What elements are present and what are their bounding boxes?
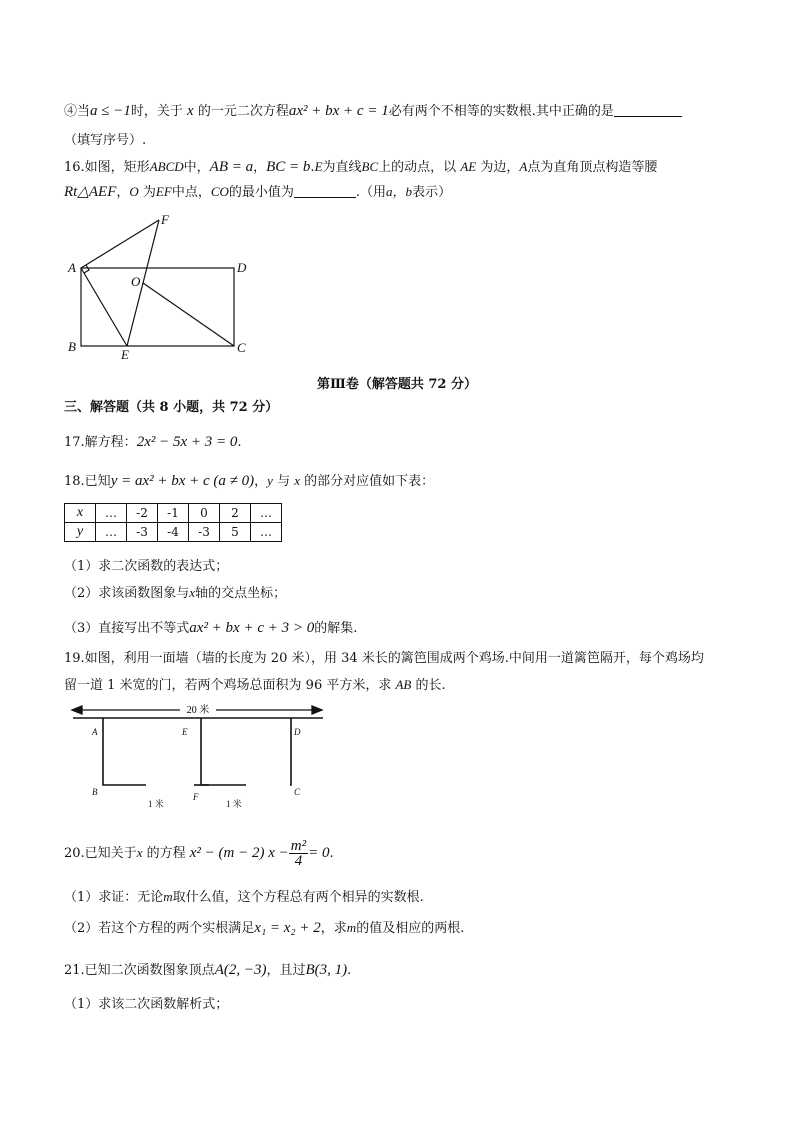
label-e: E (121, 347, 129, 362)
section-heading: 三、解答题（共 8 小题，共 72 分） (64, 400, 279, 415)
label-b: B (92, 787, 98, 797)
q18-part2: （2）求该函数图象与x轴的交点坐标； (64, 585, 287, 601)
label-b: B (68, 339, 76, 354)
value-table (64, 503, 282, 542)
label-e: E (182, 727, 188, 737)
rectangle-diagram (60, 210, 260, 362)
fence-left (103, 718, 146, 785)
section-title: 第Ⅲ卷（解答题共 72 分） (317, 377, 477, 392)
q20-part2: （2）若这个方程的两个实根满足x₁ = x₂ + 2，求m的值及相应的两根. (64, 920, 465, 936)
label-a: A (92, 727, 98, 737)
q21-line: 21.已知二次函数图象顶点A(2, −3)，且过B(3, 1). (64, 962, 352, 978)
answer-blank[interactable] (614, 102, 682, 117)
label-c: C (294, 787, 301, 797)
q15-note: （填写序号）. (64, 133, 147, 148)
q15-line: ④当a ≤ −1时，关于 x 的一元二次方程ax² + bx + c = 1必有两个不相等的实数根.其中正确的是 (64, 102, 682, 121)
answer-blank[interactable] (294, 183, 356, 198)
q19-line2: 留一道 1 米宽的门，若两个鸡场总面积为 96 平方米，求 AB 的长. (64, 677, 446, 693)
label-a: A (68, 260, 76, 275)
label-f: F (193, 792, 199, 802)
label-d: D (294, 727, 301, 737)
q20-part1: （1）求证：无论m取什么值，这个方程总有两个相异的实数根. (64, 889, 424, 905)
q21-part1: （1）求该二次函数解析式； (64, 997, 229, 1012)
segment-ae (81, 268, 127, 346)
arrow-left-icon (72, 706, 82, 714)
label-d: D (237, 260, 247, 275)
q17-line: 17.解方程：2x² − 5x + 3 = 0. (64, 434, 242, 450)
q16-line2: Rt△AEF，O 为EF中点，CO的最小值为 .（用a，b表示） (64, 184, 452, 200)
door-left-label: 1 米 (148, 799, 164, 809)
table-row-x: x … -2 -1 0 2 … (65, 504, 282, 523)
q18-part1: （1）求二次函数的表达式； (64, 559, 229, 574)
q18-line: 18.已知y = ax² + bx + c (a ≠ 0)，y 与 x 的部分对应值如下表： (64, 473, 435, 489)
label-o: O (131, 274, 141, 289)
fraction: $\frac{\text{m²}}{4}$ (290, 838, 307, 869)
arrow-right-icon (312, 706, 322, 714)
label-f: F (161, 212, 169, 227)
q18-part3: （3）直接写出不等式ax² + bx + c + 3 > 0的解集. (64, 620, 358, 636)
table-row-y: y … -3 -4 -3 5 … (65, 523, 282, 542)
segment-af (81, 220, 159, 268)
wall-length-label: 20 米 (186, 705, 210, 716)
q20-line: 20.已知关于x 的方程 x² − (m − 2) x − $\frac{\text{m²}}{4}$ = 0. (64, 838, 334, 869)
q16-line1: 16.如图，矩形ABCD中，AB = a，BC = b.E为直线BC上的动点，以 AE 为边，A点为直角顶点构造等腰 (64, 159, 658, 175)
door-right-label: 1 米 (226, 799, 242, 809)
label-c: C (237, 340, 246, 355)
segment-oc (143, 283, 234, 346)
chicken-farm-diagram (70, 699, 326, 813)
q19-line1: 19.如图，利用一面墙（墙的长度为 20 米），用 34 米长的篱笆围成两个鸡场.中间用一道篱笆隔开，每个鸡场均 (64, 651, 704, 666)
fence-right (290, 718, 291, 785)
